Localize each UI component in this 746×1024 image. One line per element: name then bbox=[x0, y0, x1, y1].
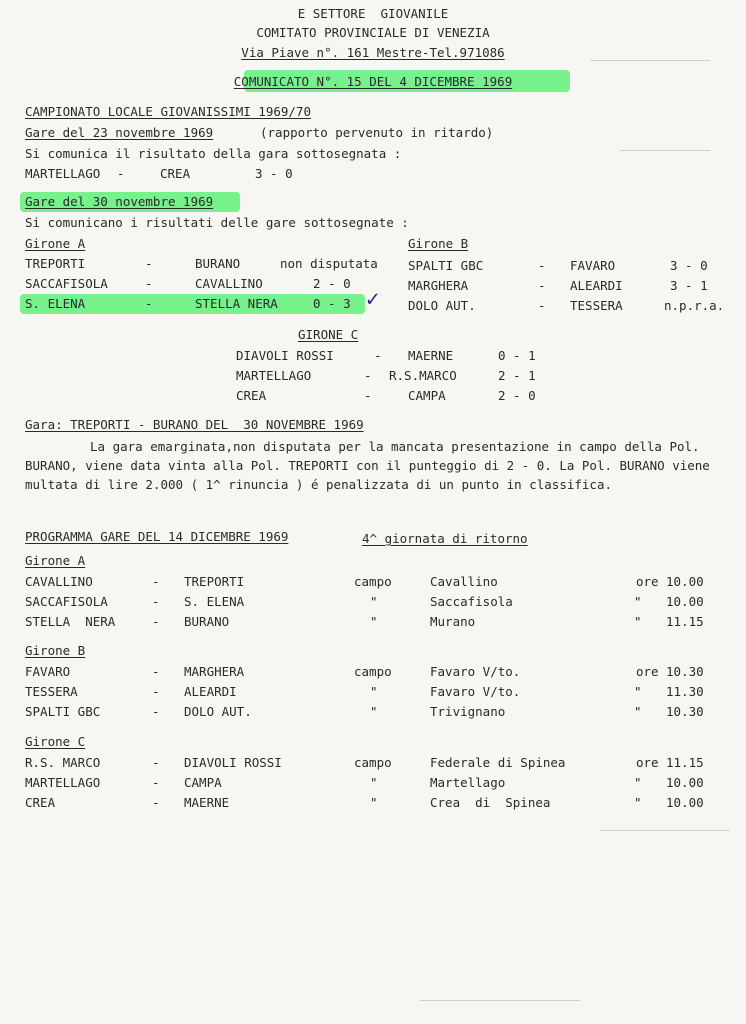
table-row-campo: " bbox=[370, 775, 378, 790]
table-row-away: STELLA NERA bbox=[195, 296, 278, 311]
checkmark-icon: ✓ bbox=[366, 287, 380, 312]
programma-girone-label: Girone B bbox=[25, 643, 86, 658]
table-row-time: 11.30 bbox=[666, 684, 704, 699]
table-row-home: CREA bbox=[25, 795, 56, 810]
table-row-dash: - bbox=[152, 594, 160, 609]
table-row-time: 11.15 bbox=[666, 755, 704, 770]
table-row-home: TREPORTI bbox=[25, 256, 86, 271]
gare23-dash: - bbox=[117, 166, 125, 181]
header-line2: COMITATO PROVINCIALE DI VENEZIA bbox=[256, 25, 490, 40]
table-row-campo: campo bbox=[354, 664, 392, 679]
table-row-home: TESSERA bbox=[25, 684, 78, 699]
table-row-dash: - bbox=[152, 795, 160, 810]
table-row-home: FAVARO bbox=[25, 664, 71, 679]
table-row-away: FAVARO bbox=[570, 258, 616, 273]
table-row-away: CAVALLINO bbox=[195, 276, 263, 291]
table-row-place: Federale di Spinea bbox=[430, 755, 566, 770]
table-row-dash: - bbox=[152, 574, 160, 589]
header-line3: Via Piave n°. 161 Mestre-Tel.971086 bbox=[241, 45, 505, 60]
table-row-away: CAMPA bbox=[408, 388, 446, 403]
header-line1: E SETTORE GIOVANILE bbox=[297, 6, 449, 21]
gare23-heading: Gare del 23 novembre 1969 bbox=[25, 125, 214, 140]
table-row-time: 10.00 bbox=[666, 795, 704, 810]
treporti-heading: Gara: TREPORTI - BURANO DEL 30 NOVEMBRE 1969 bbox=[25, 417, 364, 432]
table-row-place: Crea di Spinea bbox=[430, 795, 551, 810]
table-row-place: Favaro V/to. bbox=[430, 684, 521, 699]
table-row-away: DOLO AUT. bbox=[184, 704, 252, 719]
table-row-away: S. ELENA bbox=[184, 594, 245, 609]
programma-girone-label: Girone C bbox=[25, 734, 86, 749]
table-row-result: 2 - 0 bbox=[313, 276, 351, 291]
table-row-time: 11.15 bbox=[666, 614, 704, 629]
table-row-home: SPALTI GBC bbox=[25, 704, 101, 719]
table-row-campo: campo bbox=[354, 755, 392, 770]
table-row-place: Murano bbox=[430, 614, 476, 629]
table-row-place: Trivignano bbox=[430, 704, 506, 719]
table-row-time: 10.00 bbox=[666, 775, 704, 790]
treporti-body: La gara emarginata,non disputata per la mancata presentazione in campo della Pol. BURANO, viene data vinta alla Pol. TREPORTI con il punteggio di 2 - 0. La Pol. BURANO viene multata di lire 2.000 ( 1^ rinuncia ) é penalizzata di un punto in classifica. bbox=[25, 439, 710, 492]
table-row-dash: - bbox=[364, 368, 372, 383]
table-row-away: MAERNE bbox=[184, 795, 230, 810]
table-row-ore: ore bbox=[636, 574, 659, 589]
table-row-dash: - bbox=[152, 704, 160, 719]
table-row-home: R.S. MARCO bbox=[25, 755, 101, 770]
girone-a-label: Girone A bbox=[25, 236, 86, 251]
table-row-home: DIAVOLI ROSSI bbox=[236, 348, 334, 363]
table-row-campo: " bbox=[370, 594, 378, 609]
table-row-time: 10.30 bbox=[666, 704, 704, 719]
table-row-ore: " bbox=[634, 775, 642, 790]
table-row-time: 10.30 bbox=[666, 664, 704, 679]
table-row-ore: " bbox=[634, 704, 642, 719]
table-row-dash: - bbox=[538, 298, 546, 313]
table-row-time: 10.00 bbox=[666, 594, 704, 609]
table-row-away: R.S.MARCO bbox=[389, 368, 457, 383]
table-row-campo: campo bbox=[354, 574, 392, 589]
table-row-result: 2 - 1 bbox=[498, 368, 536, 383]
table-row-ore: ore bbox=[636, 755, 659, 770]
table-row-away: BURANO bbox=[195, 256, 241, 271]
table-row-away: CAMPA bbox=[184, 775, 222, 790]
table-row-dash: - bbox=[145, 256, 153, 271]
table-row-home: S. ELENA bbox=[25, 296, 86, 311]
table-row-campo: " bbox=[370, 704, 378, 719]
table-row-home: CAVALLINO bbox=[25, 574, 93, 589]
table-row-dash: - bbox=[538, 258, 546, 273]
table-row-place: Cavallino bbox=[430, 574, 498, 589]
table-row-dash: - bbox=[364, 388, 372, 403]
table-row-home: MARTELLAGO bbox=[25, 775, 101, 790]
table-row-ore: " bbox=[634, 594, 642, 609]
table-row-away: DIAVOLI ROSSI bbox=[184, 755, 282, 770]
table-row-home: MARTELLAGO bbox=[236, 368, 312, 383]
table-row-result: 3 - 0 bbox=[670, 258, 708, 273]
table-row-dash: - bbox=[145, 276, 153, 291]
table-row-result: non disputata bbox=[280, 256, 378, 271]
table-row-away: MARGHERA bbox=[184, 664, 245, 679]
table-row-campo: " bbox=[370, 795, 378, 810]
table-row-away: BURANO bbox=[184, 614, 230, 629]
table-row-home: SPALTI GBC bbox=[408, 258, 484, 273]
table-row-result: 2 - 0 bbox=[498, 388, 536, 403]
programma-girone-label: Girone A bbox=[25, 553, 86, 568]
table-row-ore: ore bbox=[636, 664, 659, 679]
table-row-campo: " bbox=[370, 684, 378, 699]
table-row-away: ALEARDI bbox=[184, 684, 237, 699]
table-row-home: STELLA NERA bbox=[25, 614, 116, 629]
gare23-note: (rapporto pervenuto in ritardo) bbox=[260, 125, 494, 140]
gare30-heading: Gare del 30 novembre 1969 bbox=[25, 194, 214, 209]
gare23-score: 3 - 0 bbox=[255, 166, 293, 181]
table-row-away: MAERNE bbox=[408, 348, 454, 363]
comunicato-title: COMUNICATO N°. 15 DEL 4 DICEMBRE 1969 bbox=[233, 74, 513, 89]
table-row-dash: - bbox=[538, 278, 546, 293]
table-row-home: SACCAFISOLA bbox=[25, 594, 108, 609]
table-row-home: MARGHERA bbox=[408, 278, 469, 293]
table-row-campo: " bbox=[370, 614, 378, 629]
table-row-result: 3 - 1 bbox=[670, 278, 708, 293]
table-row-dash: - bbox=[152, 614, 160, 629]
programma-heading: PROGRAMMA GARE DEL 14 DICEMBRE 1969 bbox=[25, 529, 289, 544]
table-row-dash: - bbox=[152, 664, 160, 679]
gare30-intro: Si comunicano i risultati delle gare sottosegnate : bbox=[25, 215, 409, 230]
table-row-dash: - bbox=[152, 755, 160, 770]
girone-b-label: Girone B bbox=[408, 236, 469, 251]
table-row-place: Favaro V/to. bbox=[430, 664, 521, 679]
table-row-home: DOLO AUT. bbox=[408, 298, 476, 313]
girone-c-label: GIRONE C bbox=[298, 327, 359, 342]
table-row-dash: - bbox=[374, 348, 382, 363]
table-row-ore: " bbox=[634, 795, 642, 810]
programma-giornata: 4^ giornata di ritorno bbox=[362, 531, 528, 546]
table-row-away: TREPORTI bbox=[184, 574, 245, 589]
table-row-away: TESSERA bbox=[570, 298, 623, 313]
table-row-time: 10.00 bbox=[666, 574, 704, 589]
table-row-home: CREA bbox=[236, 388, 267, 403]
table-row-dash: - bbox=[145, 296, 153, 311]
table-row-ore: " bbox=[634, 614, 642, 629]
campionato-title: CAMPIONATO LOCALE GIOVANISSIMI 1969/70 bbox=[25, 104, 311, 119]
gare23-intro: Si comunica il risultato della gara sottosegnata : bbox=[25, 146, 402, 161]
table-row-result: 0 - 3 bbox=[313, 296, 351, 311]
table-row-result: n.p.r.a. bbox=[664, 298, 725, 313]
table-row-place: Saccafisola bbox=[430, 594, 513, 609]
gare23-away: CREA bbox=[160, 166, 191, 181]
table-row-dash: - bbox=[152, 684, 160, 699]
table-row-result: 0 - 1 bbox=[498, 348, 536, 363]
table-row-away: ALEARDI bbox=[570, 278, 623, 293]
table-row-ore: " bbox=[634, 684, 642, 699]
gare23-home: MARTELLAGO bbox=[25, 166, 101, 181]
table-row-dash: - bbox=[152, 775, 160, 790]
table-row-home: SACCAFISOLA bbox=[25, 276, 108, 291]
table-row-place: Martellago bbox=[430, 775, 506, 790]
